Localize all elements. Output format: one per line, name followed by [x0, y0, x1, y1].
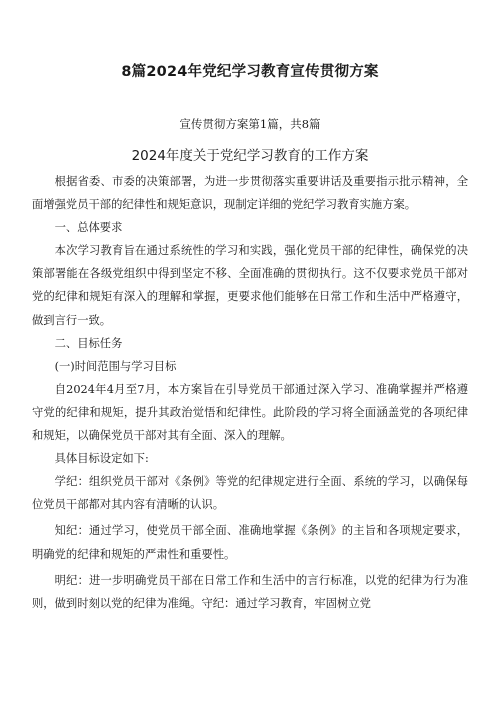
goal-know-discipline: 知纪：通过学习，使党员干部全面、准确地掌握《条例》的主旨和各项规定要求，明确党的纪律和规矩的严肃性和重要性。 [32, 524, 468, 561]
section-heading-general-requirements: 一、总体要求 [54, 221, 123, 235]
goal-study-discipline: 学纪：组织党员干部对《条例》等党的纪律规定进行全面、系统的学习，以确保每位党员干部都对其内容有清晰的认识。 [32, 475, 468, 512]
document-title: 8篇2024年党纪学习教育宣传贯彻方案 [121, 64, 379, 80]
document-body [32, 170, 468, 615]
subsection-heading-timeframe: (一)时间范围与学习目标 [54, 359, 177, 373]
part-indicator: 宣传贯彻方案第1篇，共8篇 [179, 117, 321, 131]
intro-paragraph: 根据省委、市委的决策部署，为进一步贯彻落实重要讲话及重要指示批示精神，全面增强党员干部的纪律性和规矩意识，现制定详细的党纪学习教育实施方案。 [32, 175, 468, 212]
general-requirements-paragraph: 本次学习教育旨在通过系统性的学习和实践，强化党员干部的纪律性，确保党的决策部署能在各级党组织中得到坚定不移、全面准确的贯彻执行。这不仅要求党员干部对党的纪律和规矩有深入的理解和掌握，更要求他们能够在日常工作和生活中严格遵守，做到言行一致。 [32, 244, 468, 327]
timeframe-paragraph: 自2024年4月至7月，本方案旨在引导党员干部通过深入学习、准确掌握并严格遵守党的纪律和规矩，提升其政治觉悟和纪律性。此阶段的学习将全面涵盖党的各项纪律和规矩，以确保党员干部对其有全面、深入的理解。 [32, 382, 468, 443]
goals-intro: 具体目标设定如下: [54, 452, 149, 466]
plan-heading: 2024年度关于党纪学习教育的工作方案 [131, 148, 369, 164]
goal-clarify-discipline: 明纪：进一步明确党员干部在日常工作和生活中的言行标准，以党的纪律为行为准则，做到时刻以党的纪律为准绳。守纪：通过学习教育，牢固树立党 [32, 573, 468, 610]
section-heading-goals-tasks: 二、目标任务 [54, 336, 123, 350]
